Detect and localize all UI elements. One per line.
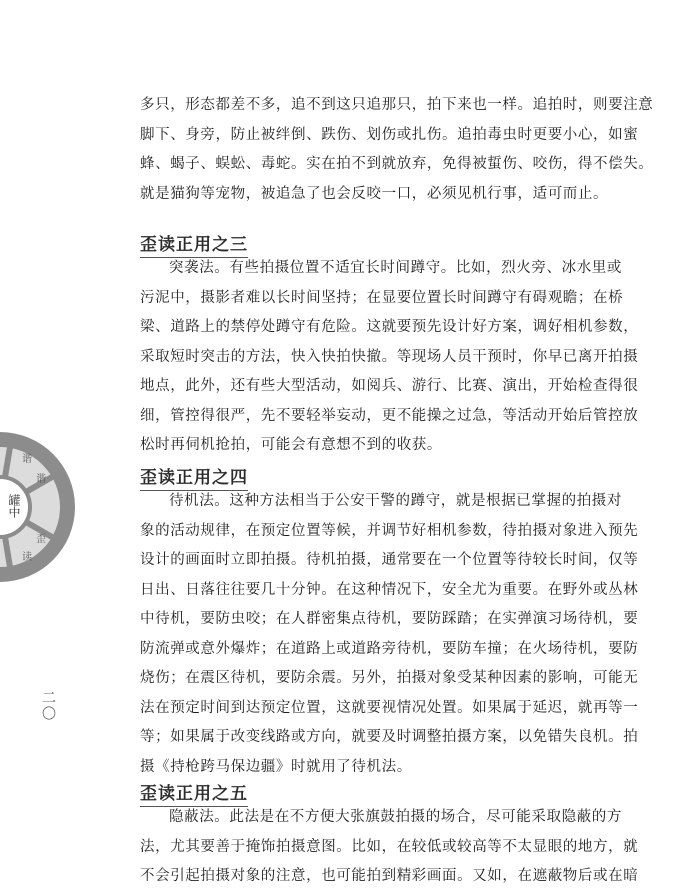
text-line: 采取短时突击的方法，快入快拍快撤。等现场人员干预时，你早已离开拍摄 [140, 348, 639, 365]
text-line: 松时再伺机抢拍，可能会有意想不到的收获。 [140, 437, 442, 453]
text-line: 等；如果属于改变线路或方向，就要及时调整拍摄方案，以免错失良机。拍 [140, 729, 639, 745]
text-line: 防流弹或意外爆炸；在道路上或道路旁待机，要防车撞；在火场待机，要防 [140, 640, 639, 657]
wheel-emblem-icon [0, 432, 80, 582]
text-line: 梁、道路上的禁停处蹲守有危险。这就要预先设计好方案，调好相机参数， [140, 319, 639, 335]
paragraph-body [140, 517, 639, 783]
text-line: 象的活动规律，在预定位置等候，并调节好相机参数，待拍摄对象进入预先 [140, 522, 639, 539]
text-line: 蜂、蝎子、蜈蚣、毒蛇。实在拍不到就放弃，免得被蜇伤、咬伤，得不偿失。 [140, 156, 654, 172]
text-line: 法，尤其要善于掩饰拍摄意图。比如，在较低或较高等不太显眼的地方，就 [140, 838, 639, 855]
text-line: 设计的画面时立即拍摄。待机拍摄，通常要在一个位置等待较长时间，仅等 [140, 552, 639, 568]
paragraph-body [140, 91, 654, 209]
text-line: 法在预定时间到达预定位置，这就要视情况处置。如果属于延迟，就再等一 [140, 699, 639, 716]
wheel-spoke-text: 谐 [36, 474, 46, 485]
section-heading-5: 歪读正用之五 [140, 779, 248, 807]
paragraph-body [140, 284, 639, 461]
text-line: 日出、日落往往要几十分钟。在这种情况下，安全尤为重要。在野外或丛林 [140, 581, 639, 598]
text-line: 隐蔽法。此法是在不方便大张旗鼓拍摄的场合，尽可能采取隐蔽的方 [169, 809, 622, 825]
text-line: 烧伤；在震区待机，要防余震。另外，拍摄对象受某种因素的影响，可能无 [140, 670, 639, 686]
text-line: 脚下、身旁，防止被绊倒、跌伤、划伤或扎伤。追拍毒虫时更要小心，如蜜 [140, 126, 639, 143]
wheel-center-text: 罐中 [7, 494, 21, 518]
paragraph-continuation [140, 91, 654, 209]
text-line: 细，管控得很严，先不要轻举妄动，更不能操之过急，等活动开始后管控放 [140, 407, 639, 424]
text-line: 突袭法。有些拍摄位置不适宜长时间蹲守。比如，烈火旁、冰水里或 [169, 260, 622, 276]
wheel-spoke-text: 歪 [36, 534, 46, 545]
wheel-spoke-text: 谐 [22, 454, 32, 465]
section-4-body [140, 487, 639, 782]
section-heading-3: 歪读正用之三 [140, 230, 248, 258]
paragraph-body [140, 833, 639, 892]
text-line: 摄《持枪跨马保边疆》时就用了待机法。 [140, 758, 412, 775]
paragraph-body [140, 487, 622, 517]
text-line: 多只，形态都差不多，追不到这只追那只，拍下来也一样。追拍时，则要注意 [140, 97, 654, 113]
text-line: 污泥中，摄影者难以长时间坚持；在显要位置长时间蹲守有碍观瞻；在桥 [140, 289, 624, 306]
text-line: 待机法。这种方法相当于公安干警的蹲守，就是根据已掌握的拍摄对 [169, 493, 622, 509]
section-3-body [140, 254, 639, 461]
section-heading-4: 歪读正用之四 [140, 463, 248, 491]
text-line: 中待机，要防虫咬；在人群密集点待机，要防踩踏；在实弹演习场待机，要 [140, 611, 639, 627]
text-line: 不会引起拍摄对象的注意，也可能拍到精彩画面。又如，在遮蔽物后或在暗 [140, 868, 639, 884]
page-number: 二〇 [40, 690, 56, 722]
paragraph-body [140, 254, 622, 284]
text-line: 就是猫狗等宠物，被追急了也会反咬一口，必须见机行事，适可而止。 [140, 185, 609, 202]
text-line: 地点，此外，还有些大型活动，如阅兵、游行、比赛、演出，开始检查得很 [140, 378, 639, 394]
wheel-spoke-text: 读 [22, 552, 32, 563]
paragraph-body [140, 803, 622, 833]
section-5-body [140, 803, 639, 892]
